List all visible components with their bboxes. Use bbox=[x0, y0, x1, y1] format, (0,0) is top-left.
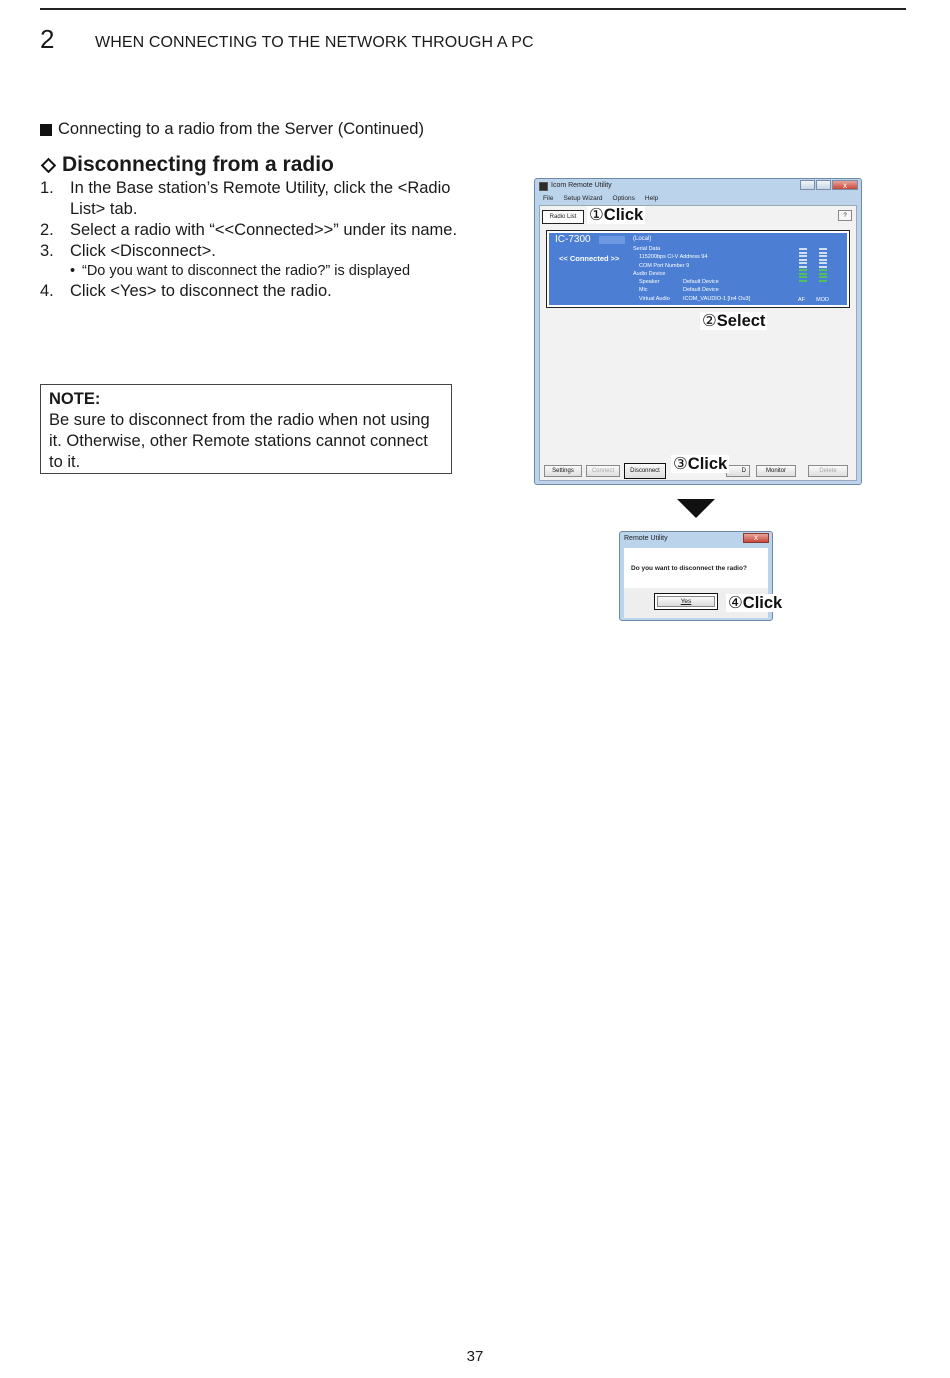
menu-bar bbox=[539, 195, 857, 205]
connection-status: << Connected >> bbox=[559, 254, 620, 263]
step-1 bbox=[40, 178, 460, 220]
speaker-value: Default Device bbox=[683, 279, 719, 286]
callout-number: ④ bbox=[728, 594, 743, 612]
disconnect-button[interactable]: Disconnect bbox=[624, 463, 666, 479]
note-body: Be sure to disconnect from the radio when not using it. Otherwise, other Remote stations cannot connect to it. bbox=[49, 411, 430, 471]
virtual-audio-value: ICOM_VAUDIO-1 [In4 Ou3] bbox=[683, 295, 751, 302]
virtual-audio-key: Virtual Audio bbox=[639, 295, 670, 302]
yes-button[interactable] bbox=[654, 593, 718, 610]
mod-meter bbox=[819, 248, 827, 282]
step-text: Click <Disconnect>. bbox=[70, 242, 216, 260]
diamond-icon bbox=[41, 157, 57, 173]
chapter-number: 2 bbox=[40, 24, 55, 54]
window-client-area bbox=[539, 205, 857, 481]
menu-help[interactable]: Help bbox=[644, 195, 659, 202]
callout-label: Click bbox=[742, 594, 783, 612]
radio-item-selected[interactable] bbox=[549, 233, 847, 305]
redacted-id bbox=[599, 236, 625, 244]
page-number: 37 bbox=[466, 1348, 484, 1365]
section-heading-text: Connecting to a radio from the Server (Continued) bbox=[58, 120, 424, 138]
radio-location: (Local) bbox=[633, 236, 652, 242]
dialog-message: Do you want to disconnect the radio? bbox=[631, 565, 747, 572]
header-rule bbox=[40, 8, 906, 10]
step-number: 1. bbox=[40, 179, 54, 197]
serial-header: Serial Data bbox=[633, 246, 661, 252]
callout-label: Select bbox=[716, 312, 766, 330]
callout-label: Click bbox=[687, 455, 728, 473]
callout-number: ③ bbox=[673, 455, 688, 473]
step-4 bbox=[40, 281, 460, 302]
maximize-icon[interactable] bbox=[816, 180, 831, 190]
tab-radio-list[interactable]: Radio List bbox=[542, 210, 584, 224]
monitor-button[interactable]: Monitor bbox=[756, 465, 796, 477]
mic-key: Mic bbox=[639, 287, 648, 294]
section-heading bbox=[40, 120, 424, 139]
remote-utility-window bbox=[534, 178, 862, 485]
mod-label: MOD bbox=[816, 297, 829, 303]
audio-header: Audio Device bbox=[633, 270, 666, 277]
step-number: 2. bbox=[40, 221, 54, 239]
step-text: In the Base station’s Remote Utility, click the <Radio List> tab. bbox=[70, 179, 451, 218]
window-controls bbox=[799, 180, 858, 190]
app-icon bbox=[539, 182, 548, 191]
menu-options[interactable]: Options bbox=[612, 195, 635, 202]
down-arrow-icon bbox=[677, 499, 715, 518]
bullet: • bbox=[70, 263, 76, 279]
callout-label: Click bbox=[603, 206, 644, 224]
step-2 bbox=[40, 220, 460, 241]
callout-1 bbox=[587, 206, 645, 224]
af-label: AF bbox=[797, 297, 805, 303]
callout-4 bbox=[726, 594, 784, 612]
radio-list-item[interactable] bbox=[546, 230, 850, 308]
callout-number: ① bbox=[589, 206, 604, 224]
step-3-note bbox=[70, 262, 460, 281]
radio-name: IC-7300 bbox=[555, 234, 591, 245]
step-3-note-text: “Do you want to disconnect the radio?” is displayed bbox=[82, 263, 411, 279]
note-box bbox=[40, 384, 452, 474]
dialog-body bbox=[624, 548, 768, 588]
window-title: Icom Remote Utility bbox=[551, 182, 612, 189]
com-port: COM Port Number 9 bbox=[639, 262, 690, 269]
callout-2 bbox=[700, 312, 767, 330]
add-button-partial[interactable]: D bbox=[726, 465, 750, 477]
subsection-title: Disconnecting from a radio bbox=[62, 153, 334, 176]
minimize-icon[interactable] bbox=[800, 180, 815, 190]
step-list bbox=[40, 178, 460, 302]
help-button[interactable]: ? bbox=[838, 210, 852, 221]
step-3 bbox=[40, 241, 460, 262]
step-number: 3. bbox=[40, 242, 54, 260]
speaker-key: Speaker bbox=[639, 279, 660, 286]
callout-3 bbox=[671, 455, 729, 473]
delete-button[interactable]: Delete bbox=[808, 465, 848, 477]
level-meters bbox=[799, 248, 827, 282]
menu-setup-wizard[interactable]: Setup Wizard bbox=[563, 195, 603, 202]
close-icon[interactable]: x bbox=[832, 180, 858, 190]
radio-details bbox=[633, 245, 750, 303]
mic-value: Default Device bbox=[683, 287, 719, 294]
chapter-title: WHEN CONNECTING TO THE NETWORK THROUGH A PC bbox=[95, 34, 534, 51]
dialog-title: Remote Utility bbox=[624, 535, 668, 542]
black-square-icon bbox=[40, 124, 52, 136]
dialog-close-icon[interactable]: x bbox=[743, 533, 769, 543]
step-text: Select a radio with “<<Connected>>” under its name. bbox=[70, 221, 458, 239]
connect-button[interactable]: Connect bbox=[586, 465, 620, 477]
subsection-heading bbox=[40, 153, 334, 177]
menu-file[interactable]: File bbox=[543, 195, 554, 202]
yes-button-label[interactable]: Yes bbox=[657, 596, 715, 607]
settings-button[interactable]: Settings bbox=[544, 465, 582, 477]
af-meter bbox=[799, 248, 807, 282]
step-text: Click <Yes> to disconnect the radio. bbox=[70, 282, 332, 300]
serial-value: 115200bps CI-V Address 94 bbox=[639, 254, 708, 261]
step-number: 4. bbox=[40, 282, 54, 300]
callout-number: ② bbox=[702, 312, 717, 330]
note-title: NOTE: bbox=[49, 390, 101, 408]
